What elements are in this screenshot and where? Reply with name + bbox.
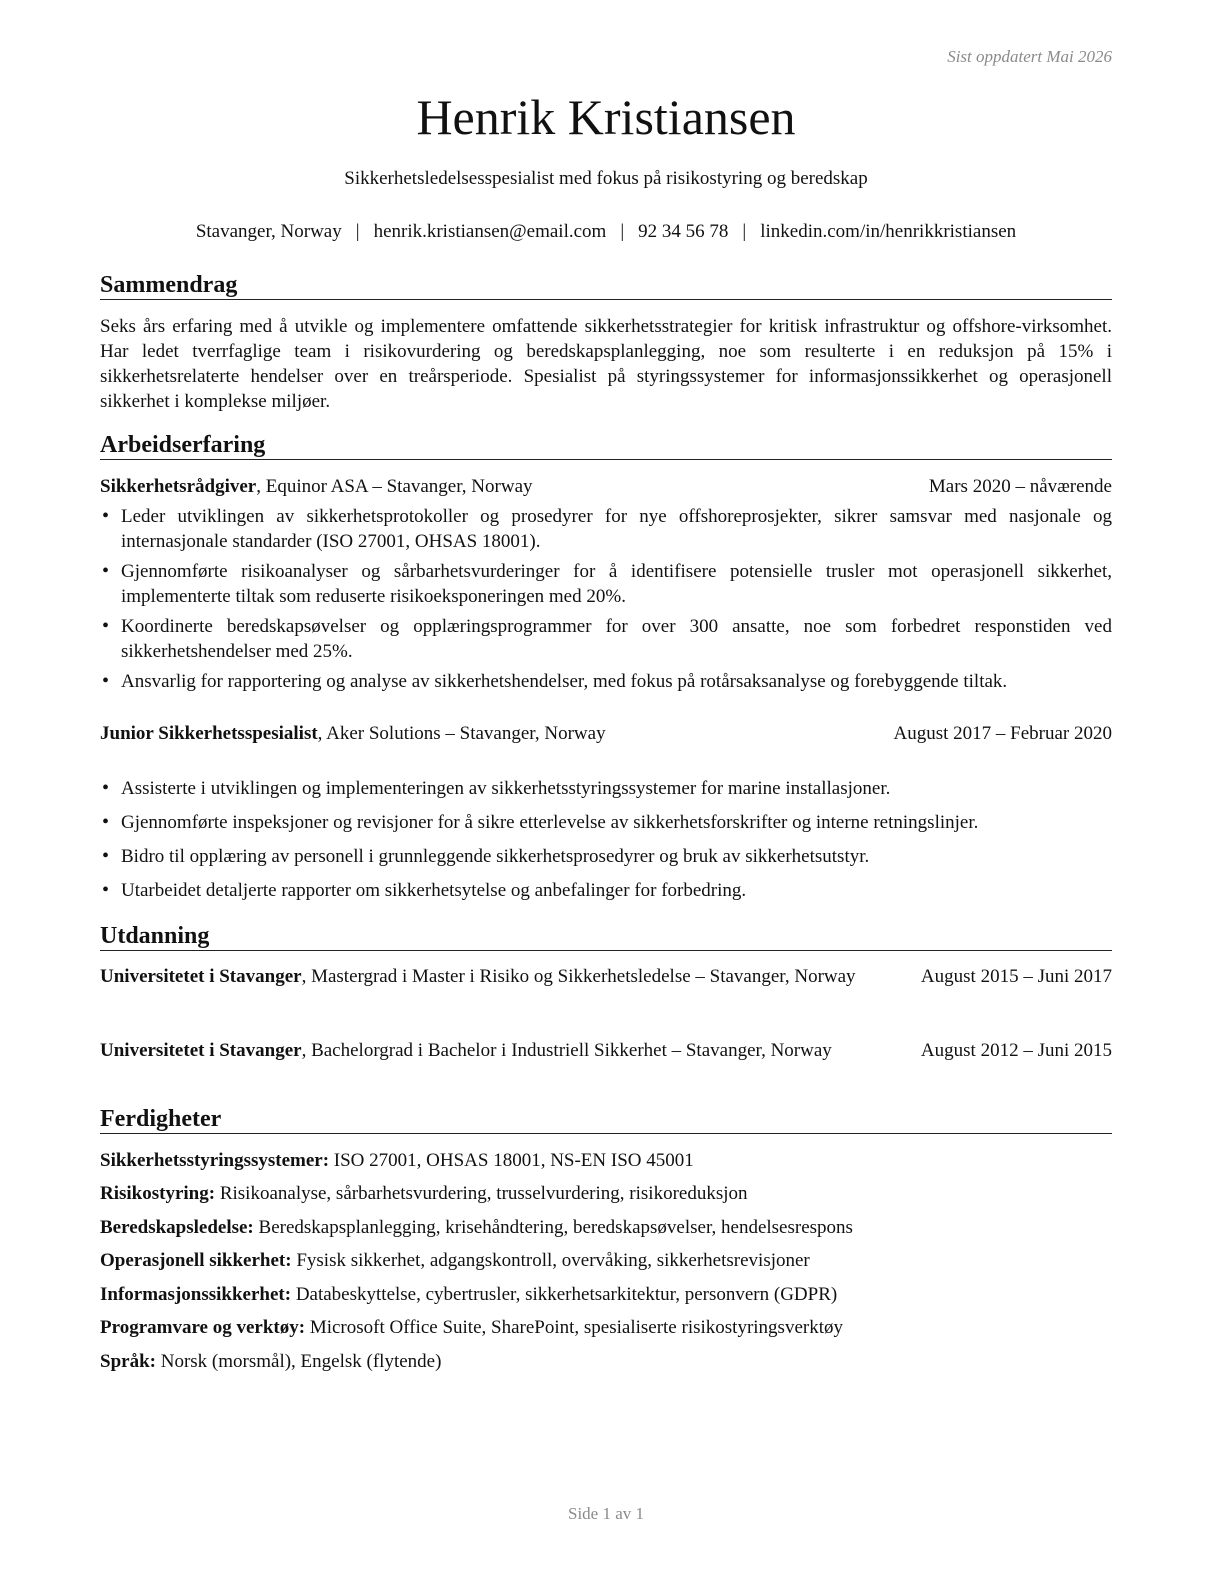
skill-label: Informasjonssikkerhet: [100, 1284, 292, 1305]
job-dates: Mars 2020 – nåværende [928, 476, 1112, 497]
skill-value: Microsoft Office Suite, SharePoint, spesialiserte risikostyringsverktøy [305, 1317, 843, 1338]
education-dates: August 2012 – Juni 2015 [920, 1040, 1112, 1061]
education-description [100, 1038, 880, 1063]
contact-separator: | [742, 221, 747, 242]
section-title-summary: Sammendrag [100, 271, 1112, 300]
skill-label: Operasjonell sikkerhet: [100, 1250, 292, 1271]
education-entry [100, 1038, 1112, 1063]
education-degree: , Bachelorgrad i Bachelor i Industriell Sikkerhet – Stavanger, Norway [301, 1040, 832, 1061]
education-entry [100, 964, 1112, 989]
section-title-education: Utdanning [100, 922, 1112, 951]
job-org: , Aker Solutions – Stavanger, Norway [317, 723, 606, 744]
contact-linkedin[interactable]: linkedin.com/in/henrikkristiansen [760, 221, 1017, 242]
candidate-name: Henrik Kristiansen [416, 89, 796, 145]
section-title-experience: Arbeidserfaring [100, 431, 1112, 460]
job-org: , Equinor ASA – Stavanger, Norway [256, 476, 533, 497]
skill-label: Beredskapsledelse: [100, 1217, 254, 1238]
list-item: • Assisterte i utviklingen og implementeringen av sikkerhetsstyringssystemer for marine installasjoner. [100, 776, 1112, 801]
skill-label: Språk: [100, 1351, 156, 1372]
job-role: Junior Sikkerhetsspesialist [100, 723, 318, 744]
list-item: • Ansvarlig for rapportering og analyse av sikkerhetshendelser, med fokus på rotårsaksanalyse og forebyggende tiltak. [100, 669, 1112, 694]
contact-phone[interactable]: 92 34 56 78 [638, 221, 729, 242]
skill-value: Beredskapsplanlegging, krisehåndtering, beredskapsøvelser, hendelsesrespons [253, 1217, 853, 1238]
education-school: Universitetet i Stavanger [100, 966, 302, 987]
list-item: • Bidro til opplæring av personell i grunnleggende sikkerhetsprosedyrer og bruk av sikkerhetsutstyr. [100, 844, 1112, 869]
skill-value: Fysisk sikkerhet, adgangskontroll, overvåking, sikkerhetsrevisjoner [291, 1250, 810, 1271]
skill-value: Risikoanalyse, sårbarhetsvurdering, trusselvurdering, risikoreduksjon [215, 1183, 748, 1204]
list-item: • Koordinerte beredskapsøvelser og opplæringsprogrammer for over 300 ansatte, noe som forbedret responstiden ved sikkerhetshendelser med 25%. [100, 614, 1112, 664]
education-school: Universitetet i Stavanger [100, 1040, 302, 1061]
list-item: • Utarbeidet detaljerte rapporter om sikkerhetsytelse og anbefalinger for forbedring. [100, 878, 1112, 903]
contact-line [100, 219, 1112, 244]
job-dates: August 2017 – Februar 2020 [893, 723, 1112, 744]
job-header [100, 721, 1112, 746]
list-item: • Gjennomførte inspeksjoner og revisjoner for å sikre etterlevelse av sikkerhetsforskrifter og interne retningslinjer. [100, 810, 1112, 835]
job-role: Sikkerhetsrådgiver [100, 476, 257, 497]
contact-location: Stavanger, Norway [195, 221, 342, 242]
section-title-skills: Ferdigheter [100, 1105, 1112, 1134]
summary-text: Seks års erfaring med å utvikle og implementere omfattende sikkerhetsstrategier for kritisk infrastruktur og offshore-virksomhet. Har ledet tverrfaglige team i risikovurdering og beredskapsplanlegging, noe som resulterte i en reduksjon på 15% i sikkerhetsrelaterte hendelser over en treårsperiode. Spesialist på styringssystemer for informasjonssikkerhet og operasjonell sikkerhet i komplekse miljøer. [100, 316, 1112, 412]
skill-label: Risikostyring: [100, 1183, 216, 1204]
job-bullets [100, 504, 1112, 694]
job-bullets [100, 776, 1112, 903]
resume-page [100, 0, 1112, 1584]
education-description [100, 964, 880, 989]
skill-row [100, 1215, 1112, 1240]
skill-label: Sikkerhetsstyringssystemer: [100, 1150, 330, 1171]
skill-row [100, 1282, 1112, 1307]
last-updated: Sist oppdatert Mai 2026 [947, 47, 1112, 66]
skill-value: Norsk (morsmål), Engelsk (flytende) [155, 1351, 442, 1372]
skill-row [100, 1349, 1112, 1374]
list-item: • Gjennomførte risikoanalyser og sårbarhetsvurderinger for å identifisere potensielle trusler mot operasjonell sikkerhet, implementerte tiltak som reduserte risikoeksponeringen med 20%. [100, 559, 1112, 609]
skill-value: ISO 27001, OHSAS 18001, NS-EN ISO 45001 [329, 1150, 694, 1171]
job-header [100, 474, 1112, 499]
skill-label: Programvare og verktøy: [100, 1317, 306, 1338]
skill-row [100, 1248, 1112, 1273]
education-degree: , Mastergrad i Master i Risiko og Sikkerhetsledelse – Stavanger, Norway [301, 966, 856, 987]
skill-row [100, 1148, 1112, 1173]
job-title-line [100, 474, 533, 499]
candidate-tagline: Sikkerhetsledelsesspesialist med fokus på risikostyring og beredskap [344, 168, 868, 189]
job-title-line [100, 721, 606, 746]
skill-row [100, 1181, 1112, 1206]
contact-separator: | [620, 221, 625, 242]
contact-separator: | [355, 221, 360, 242]
contact-email[interactable]: henrik.kristiansen@email.com [373, 221, 607, 242]
page-number: Side 1 av 1 [567, 1504, 645, 1523]
skill-value: Databeskyttelse, cybertrusler, sikkerhetsarkitektur, personvern (GDPR) [291, 1284, 838, 1305]
education-dates: August 2015 – Juni 2017 [920, 966, 1112, 987]
skill-row [100, 1315, 1112, 1340]
list-item: • Leder utviklingen av sikkerhetsprotokoller og prosedyrer for nye offshoreprosjekter, sikrer samsvar med nasjonale og internasjonale standarder (ISO 27001, OHSAS 18001). [100, 504, 1112, 554]
